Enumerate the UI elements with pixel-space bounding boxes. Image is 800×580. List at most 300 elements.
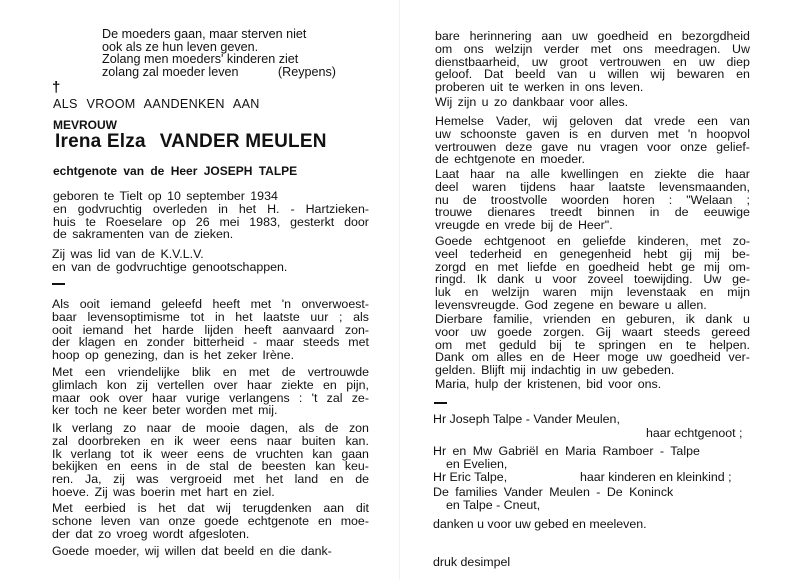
word: echtgenote: [247, 513, 310, 528]
word: ;: [339, 309, 343, 324]
word: en: [317, 513, 332, 528]
deceased-name: [55, 131, 327, 152]
word: beesten: [261, 459, 306, 474]
word: Vader,: [495, 114, 531, 128]
word: steeds: [663, 324, 701, 339]
text-line: proberen uit te werken in ons leven.: [435, 80, 644, 95]
word: moge: [607, 350, 639, 365]
word: huis: [53, 214, 76, 229]
word: Hemelse: [435, 114, 484, 128]
membership: [52, 248, 368, 274]
word: het: [158, 501, 176, 515]
surname: VANDER MEULEN: [159, 131, 327, 152]
word: de: [324, 421, 339, 435]
opening-poem: [102, 28, 336, 78]
poem-line: [102, 28, 336, 41]
word: wij: [650, 67, 665, 82]
word: na: [505, 167, 520, 181]
word: maar: [52, 390, 81, 405]
word: verlang: [72, 421, 113, 435]
word: eens: [197, 446, 224, 461]
poem-line: Zolang men moeders' kinderen ziet: [102, 52, 299, 67]
word: horen: [622, 192, 655, 207]
paragraph: [435, 168, 750, 232]
word: u: [534, 272, 542, 287]
paragraph: [435, 96, 750, 109]
word: u: [743, 312, 750, 326]
word: eens: [230, 433, 257, 448]
family-member-spouse: Hr Joseph Talpe - Vander Meulen,: [433, 412, 620, 426]
honorific: MEVROUW: [53, 118, 117, 132]
word: gave: [541, 139, 569, 154]
poem-line-text: De moeders gaan, maar sterven niet: [102, 27, 307, 41]
text-line: [52, 422, 369, 435]
word: meedragen.: [654, 41, 721, 56]
word: 't: [311, 390, 318, 405]
word: over: [118, 390, 143, 405]
word: Gij: [595, 324, 611, 339]
text-line: [52, 515, 369, 528]
word: Dank: [435, 350, 464, 365]
word: zo: [123, 421, 137, 435]
text-line: [52, 379, 369, 392]
memorial-heading: ALS VROOM AANDENKEN AAN: [53, 97, 260, 111]
text-line: [435, 326, 750, 339]
word: en: [107, 459, 121, 474]
word: laatste: [608, 179, 646, 194]
word: dank: [705, 312, 733, 326]
word: en: [587, 126, 602, 141]
word: verlang: [70, 446, 112, 461]
word: aan: [323, 501, 345, 515]
word: met: [700, 234, 722, 248]
word: kan: [312, 446, 333, 461]
word: :: [668, 192, 673, 207]
poem-line-text: zolang zal moeder leven: [102, 64, 239, 79]
word: geliefde: [582, 234, 626, 248]
word: gelief-: [716, 139, 750, 154]
word: Dierbare: [435, 312, 483, 326]
word: Met: [52, 501, 73, 515]
paragraph: [435, 378, 750, 391]
word: ik: [143, 446, 153, 461]
word: uw: [646, 350, 663, 365]
paragraph: [435, 235, 750, 312]
word: kon: [106, 377, 127, 392]
word: en: [222, 365, 237, 379]
word: om-: [728, 259, 750, 274]
word: aanvaard: [282, 322, 335, 337]
text-line: [52, 298, 369, 311]
word: vrede: [654, 114, 686, 128]
word: die: [697, 167, 715, 181]
word: uw: [531, 54, 548, 69]
word: iemand: [82, 322, 124, 337]
word: en: [601, 312, 616, 326]
word: de: [181, 421, 196, 435]
word: ziekte: [281, 377, 314, 392]
word: levenstaak: [626, 285, 687, 300]
word: en: [533, 246, 548, 261]
word: herinnering: [469, 29, 532, 43]
word: bezorgdheid: [681, 29, 750, 43]
word: op: [172, 214, 186, 229]
word: willen: [607, 67, 639, 82]
word: onze: [680, 139, 708, 154]
word: onze: [168, 513, 196, 528]
text-line: levensvreugde. God zegene en beware u allen.: [435, 297, 707, 312]
word: waart: [622, 324, 653, 339]
word: durven: [610, 126, 649, 141]
word: zo-: [732, 234, 750, 248]
word: luk: [435, 285, 451, 300]
word: doorbreken: [77, 433, 141, 448]
word: alles: [496, 350, 523, 365]
word: naar: [266, 433, 292, 448]
word: tot: [190, 309, 205, 324]
text-line: [435, 115, 750, 128]
paragraph: [52, 502, 369, 540]
word: ik: [174, 433, 184, 448]
word: mij: [704, 246, 720, 261]
word: is: [137, 501, 147, 515]
word: vertrouwen: [435, 139, 497, 154]
word: maar: [265, 335, 295, 350]
text-line: [435, 168, 750, 181]
word: ziekte: [654, 167, 687, 181]
word: door: [344, 214, 369, 229]
word: het: [238, 201, 257, 216]
word: als: [353, 309, 369, 324]
text-line: [435, 43, 750, 56]
word: om: [435, 41, 453, 56]
word: zonder: [146, 335, 185, 350]
poem-line: ook als ze hun leven geven.: [102, 39, 259, 54]
text-line: de echtgenote en moeder.: [435, 152, 585, 167]
word: met: [590, 41, 612, 56]
word: en: [565, 259, 580, 274]
paragraph: [52, 366, 369, 417]
word: het: [265, 472, 284, 487]
word: genegenheid: [559, 246, 632, 261]
word: vertrouwde: [307, 365, 369, 379]
word: heeft: [244, 322, 272, 337]
word: moe-: [340, 513, 369, 528]
word: en: [323, 377, 337, 392]
word: uw: [698, 54, 715, 69]
word: goedheid: [588, 259, 640, 274]
text-line: [52, 311, 369, 324]
word: springen: [598, 337, 646, 352]
word: welzijn: [495, 41, 533, 56]
word: kan: [315, 459, 336, 474]
text-line: Goede moeder, wij willen dat beeld en die dank-: [52, 544, 332, 558]
word: dat: [624, 114, 643, 128]
word: met: [497, 259, 519, 274]
word: steeds: [302, 335, 340, 350]
word: aan: [541, 29, 563, 43]
word: ons: [622, 41, 643, 56]
word: zij: [113, 472, 125, 487]
word: gereed: [711, 324, 750, 339]
word: was: [136, 472, 159, 487]
word: eerbied: [84, 501, 126, 515]
word: ik: [685, 312, 695, 326]
word: Als: [52, 297, 70, 311]
word: Ik: [52, 446, 62, 461]
word: veel: [435, 246, 458, 261]
spouse-line: echtgenote van de Heer JOSEPH TALPE: [53, 164, 298, 178]
word: echtgenoot: [483, 234, 546, 248]
text-line: Maria, hulp der kristenen, bid voor ons.: [435, 377, 662, 391]
word: mijn: [590, 285, 614, 300]
word: :: [298, 390, 303, 405]
word: hebt: [643, 246, 668, 261]
word: dienstbaarheid,: [435, 54, 520, 69]
text-line: [53, 203, 369, 216]
text-line: [435, 248, 750, 261]
word: te: [85, 214, 96, 229]
word: goede: [204, 513, 239, 528]
word: gij: [679, 246, 692, 261]
word: bitterheid: [193, 335, 245, 350]
word: Hartzieken-: [305, 201, 369, 216]
word: familie,: [493, 312, 533, 326]
word: uw: [435, 126, 451, 141]
text-line: [435, 181, 750, 194]
word: voor: [552, 272, 577, 287]
word: blik: [191, 365, 211, 379]
word: verder: [543, 41, 580, 56]
word: nu: [577, 139, 592, 154]
word: met: [248, 365, 270, 379]
word: is: [569, 126, 579, 141]
word: woorden: [561, 192, 609, 207]
word: uw: [470, 324, 487, 339]
word: lijden: [204, 322, 234, 337]
poem-attribution: (Reypens): [277, 64, 336, 79]
word: de: [281, 365, 296, 379]
text-line: [435, 128, 750, 141]
divider: [434, 402, 447, 404]
word: beeld: [515, 67, 546, 82]
word: bij: [549, 337, 562, 352]
word: en: [658, 337, 673, 352]
text-line: gelden. Blijft mij indachtig in uw gebeden.: [435, 363, 675, 378]
word: ge-: [732, 272, 750, 287]
word: 'n: [281, 297, 291, 311]
word: mijn: [727, 285, 750, 300]
paragraph: [435, 30, 750, 94]
word: u: [589, 67, 596, 82]
word: Heer: [572, 350, 600, 365]
word: welzijn: [492, 285, 530, 300]
word: vruchten: [255, 446, 304, 461]
word: -: [290, 201, 295, 216]
word: ook: [89, 390, 110, 405]
word: levensmaanden,: [659, 179, 750, 194]
word: zal: [326, 390, 343, 405]
word: haar: [725, 167, 750, 181]
word: te: [685, 337, 697, 352]
word: 1983,: [249, 214, 281, 229]
word: heeft: [212, 297, 241, 311]
word: mei: [219, 214, 240, 229]
word: vertellen: [157, 377, 205, 392]
word: de: [462, 192, 477, 207]
word: met: [348, 335, 369, 350]
text-line: ker toch ne keer beter worden met mij.: [52, 403, 278, 418]
word: be-: [732, 246, 750, 261]
text-line: Zij was lid van de K.V.L.V.: [52, 247, 204, 261]
word: hoopvol: [706, 126, 750, 141]
text-line: [52, 435, 369, 448]
word: bare: [435, 29, 460, 43]
word: goede: [497, 324, 532, 339]
text-line: [435, 235, 750, 248]
word: ze-: [351, 390, 369, 405]
word: Uw: [703, 272, 722, 287]
word: zij: [136, 377, 148, 392]
word: deze: [505, 139, 533, 154]
word: kwellingen: [560, 167, 619, 181]
word: met: [657, 126, 679, 141]
word: Ja,: [85, 472, 102, 487]
word: over: [213, 377, 238, 392]
word: trouwe: [435, 205, 473, 220]
word: tot: [120, 446, 135, 461]
word: weer: [161, 446, 188, 461]
word: bekijken: [52, 459, 98, 474]
paragraph: [52, 298, 369, 362]
word: ge: [681, 259, 696, 274]
word: gaven: [526, 126, 560, 141]
word: godvruchtig: [77, 201, 142, 216]
word: en: [672, 54, 687, 69]
word: en: [53, 201, 67, 216]
word: gesterkt: [290, 214, 335, 229]
word: haar: [569, 179, 595, 194]
family-line: De families Vander Meulen - De Koninck: [433, 485, 674, 499]
word: uur: [310, 309, 329, 324]
word: zon: [348, 421, 369, 435]
word: Met: [52, 365, 73, 379]
word: geloven: [569, 114, 613, 128]
word: goedheid: [597, 29, 649, 43]
word: liefde: [527, 259, 557, 274]
word: verlangens: [229, 390, 290, 405]
word: treedt: [550, 205, 582, 220]
word: helpen.: [709, 337, 750, 352]
word: de: [355, 472, 369, 487]
word: ons: [463, 41, 484, 56]
word: land: [294, 472, 319, 487]
word: in: [214, 309, 225, 324]
word: alle: [530, 167, 550, 181]
word: van: [139, 513, 160, 528]
text-line: de sakramenten van de zieken.: [53, 227, 234, 242]
word: tijdens: [520, 179, 556, 194]
word: Ik: [52, 421, 62, 435]
word: en: [629, 167, 644, 181]
text-line: [52, 366, 369, 379]
word: ver-: [728, 350, 750, 365]
right-page: [400, 0, 800, 580]
word: gaan: [341, 446, 369, 461]
word: eens: [130, 459, 158, 474]
word: in: [649, 205, 660, 220]
biography: [53, 190, 369, 241]
family-member-children: Hr en Mw Gabriël en Maria Ramboer - Talpe: [433, 444, 700, 458]
word: H.: [267, 201, 280, 216]
word: van: [557, 67, 578, 82]
word: geburen,: [626, 312, 675, 326]
word: haar: [247, 377, 272, 392]
word: haar: [470, 167, 495, 181]
word: binnen: [597, 205, 635, 220]
word: de: [238, 459, 253, 474]
word: de: [674, 205, 689, 220]
word: het: [235, 309, 253, 324]
word: vragen: [600, 139, 638, 154]
word: mij: [703, 259, 720, 274]
thanks-line: danken u voor uw gebed en meeleven.: [433, 517, 647, 531]
word: en: [529, 350, 544, 365]
word: groot: [559, 54, 588, 69]
word: tederheid: [469, 246, 522, 261]
word: en: [658, 29, 672, 43]
word: ringd.: [435, 272, 466, 287]
word: dat: [187, 501, 205, 515]
text-line: der dat zo vroeg wordt afgesloten.: [52, 526, 250, 541]
word: waren: [472, 179, 507, 194]
word: met: [233, 472, 255, 487]
word: voor: [435, 324, 460, 339]
text-line: hoop op genezing, dan is het zeker Irène.: [52, 348, 295, 363]
cross-icon: †: [52, 79, 61, 96]
word: Goede: [435, 234, 473, 248]
word: terugdenken: [242, 501, 312, 515]
family-role: haar kinderen en kleinkind ;: [580, 470, 732, 484]
word: dit: [355, 501, 369, 515]
word: en: [699, 285, 714, 300]
word: stal: [209, 459, 229, 474]
family-member-son: Hr Eric Talpe,: [433, 470, 508, 484]
word: schone: [52, 513, 92, 528]
word: uw: [571, 29, 588, 43]
divider: [52, 283, 65, 285]
word: en: [464, 285, 479, 300]
paragraph: [52, 422, 369, 499]
word: mooie: [206, 421, 240, 435]
word: waren: [542, 285, 577, 300]
word: Roeselare: [105, 214, 163, 229]
word: Uw: [732, 41, 750, 56]
word: geloof.: [435, 67, 473, 82]
word: 'n: [687, 126, 698, 141]
word: harde: [162, 322, 194, 337]
word: ooit: [52, 322, 72, 337]
word: de: [186, 459, 200, 474]
paragraph: [435, 313, 750, 377]
word: en: [474, 259, 489, 274]
word: het: [134, 322, 152, 337]
word: weer: [193, 433, 221, 448]
word: met: [465, 337, 486, 352]
word: dagen,: [250, 421, 289, 435]
word: vriendelijke: [117, 365, 180, 379]
word: wij: [542, 114, 558, 128]
